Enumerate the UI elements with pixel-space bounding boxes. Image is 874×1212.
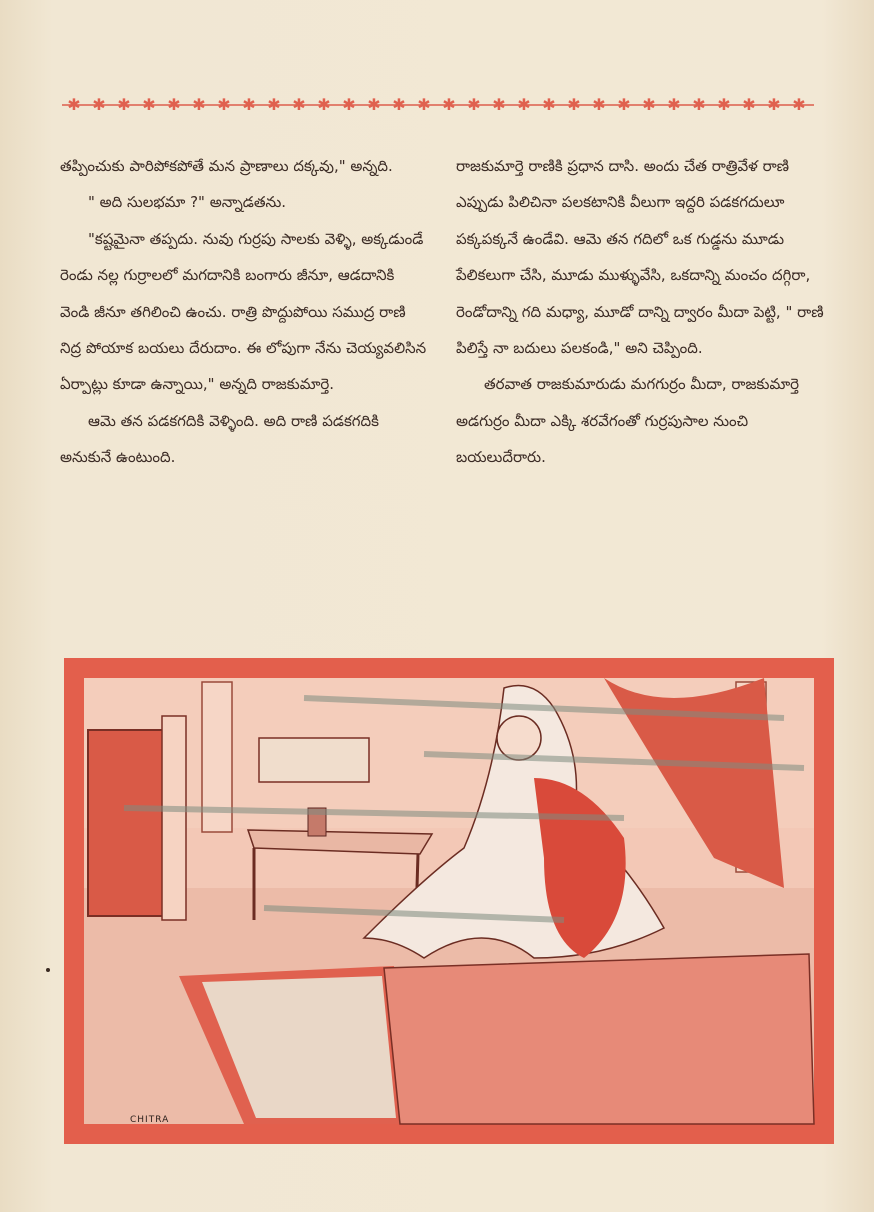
border-star-icon: ✱	[542, 95, 556, 114]
paragraph-2: " అది సులభమా ?" అన్నాడతను.	[88, 193, 287, 212]
border-star-icon: ✱	[667, 95, 681, 114]
border-star-icon: ✱	[767, 95, 781, 114]
wall-painting	[259, 738, 369, 782]
border-star-icon: ✱	[792, 95, 806, 114]
princess-face	[497, 716, 541, 760]
border-star-icon: ✱	[442, 95, 456, 114]
left-text-column	[60, 148, 428, 476]
paragraph-4: ఆమె తన పడకగదికి వెళ్ళింది. అది రాణి పడకగదికి అనుకునే ఉంటుంది.	[60, 411, 379, 467]
paragraph-3: "కష్టమైనా తప్పదు. నువు గుర్రపు సాలకు వెళ్ళి, అక్కడుండే రెండు నల్ల గుర్రాలలో మగదానికి బంగారు జీనూ, ఆడదానికి వెండి జీనూ తగిలించి ఉంచు. రాత్రి పొద్దుపోయి సముద్ర రాణి నిద్ర పోయాక బయలు దేరుదాం. ఈ లోపుగా నేను చెయ్యవలిసిన ఏర్పాట్లు కూడా ఉన్నాయి," అన్నది రాజకుమార్తె.	[60, 229, 427, 394]
border-star-icon: ✱	[742, 95, 756, 114]
border-star-icon: ✱	[492, 95, 506, 114]
border-star-icon: ✱	[167, 95, 181, 114]
border-star-icon: ✱	[367, 95, 381, 114]
paragraph-6: తరవాత రాజకుమారుడు మగగుర్రం మీదా, రాజకుమార్తె అడగుర్రం మీదా ఎక్కి శరవేగంతో గుర్రపుసాల నుంచి బయలుదేరారు.	[456, 375, 800, 467]
border-star-icon: ✱	[642, 95, 656, 114]
page-speck	[46, 968, 50, 972]
border-star-icon: ✱	[417, 95, 431, 114]
illustrator-signature: CHITRA	[130, 1115, 170, 1125]
border-star-icon: ✱	[567, 95, 581, 114]
border-star-icon: ✱	[267, 95, 281, 114]
border-star-icon: ✱	[142, 95, 156, 114]
border-star-icon: ✱	[67, 95, 81, 114]
border-star-icon: ✱	[717, 95, 731, 114]
border-star-icon: ✱	[92, 95, 106, 114]
right-text-column	[456, 148, 836, 476]
border-star-icon: ✱	[342, 95, 356, 114]
border-star-icon: ✱	[592, 95, 606, 114]
decorative-border-strip	[62, 94, 814, 116]
border-star-icon: ✱	[392, 95, 406, 114]
bed	[384, 954, 814, 1124]
border-star-icon: ✱	[242, 95, 256, 114]
border-star-icon: ✱	[617, 95, 631, 114]
border-star-icon: ✱	[517, 95, 531, 114]
border-star-icon: ✱	[317, 95, 331, 114]
paragraph-5: రాజకుమార్తె రాణికి ప్రధాన దాసి. అందు చేత రాత్రివేళ రాణి ఎప్పుడు పిలిచినా పలకటానికి వీలుగా ఇద్దరి పడకగదులూ పక్కపక్కనే ఉండేవి. ఆమె తన గదిలో ఒక గుడ్డను మూడు పేలికలుగా చేసి, మూడు ముళ్ళువేసి, ఒకదాన్ని మంచం దగ్గిరా, రెండోదాన్ని గది మధ్యా, మూడో దాన్ని ద్వారం మీదా పెట్టి, " రాణి పిలిస్తే నా బదులు పలకండి," అని చెప్పింది.	[456, 157, 824, 358]
paragraph-1: తప్పించుకు పారిపోకపోతే మన ప్రాణాలు దక్కవు," అన్నది.	[60, 157, 393, 175]
border-star-icon: ✱	[292, 95, 306, 114]
open-door	[162, 716, 186, 920]
story-illustration	[64, 658, 834, 1144]
border-star-icon: ✱	[192, 95, 206, 114]
border-star-icon: ✱	[467, 95, 481, 114]
border-star-icon: ✱	[692, 95, 706, 114]
border-star-icon: ✱	[217, 95, 231, 114]
border-star-icon: ✱	[117, 95, 131, 114]
